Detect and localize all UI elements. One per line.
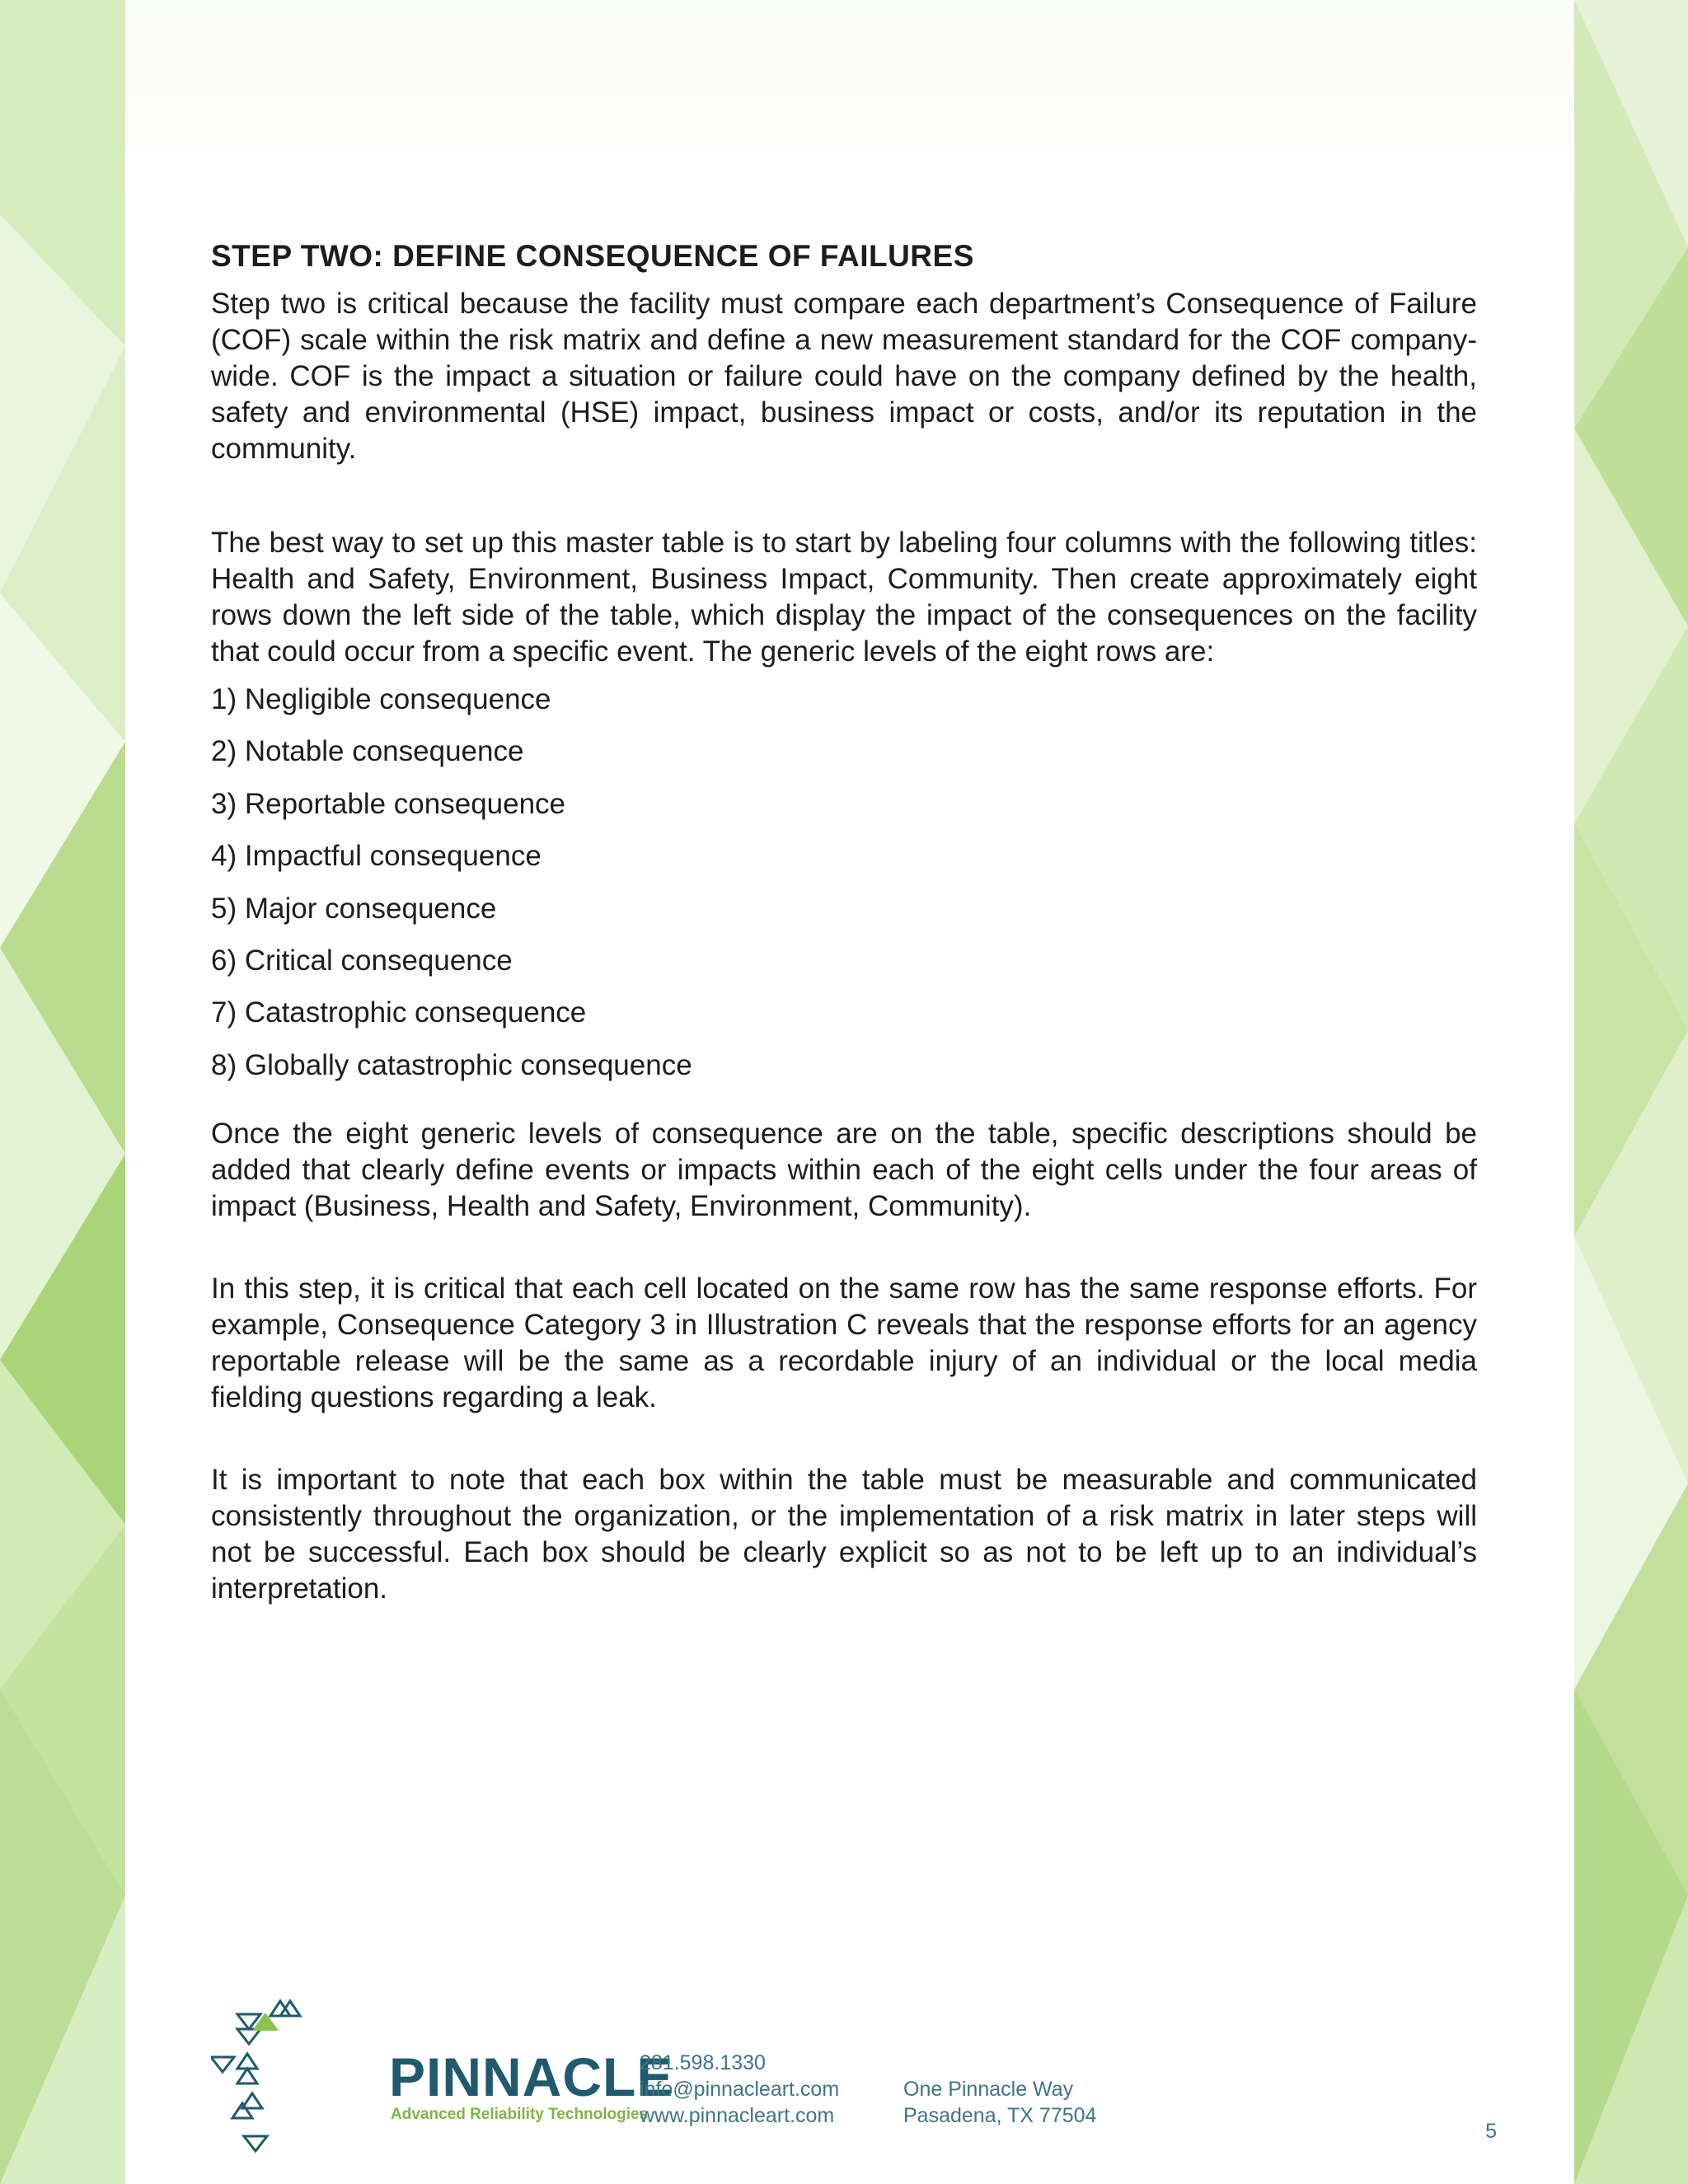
document-page bbox=[125, 0, 1574, 2184]
consequence-levels-list bbox=[211, 682, 1477, 1084]
brand-tagline: Advanced Reliability Technologies bbox=[391, 2106, 649, 2123]
paragraph-measurable: It is important to note that each box within the table must be measurable and communicated consistently throughout the organization, or the implementation of a risk matrix in later steps will not be successful. Each box should be clearly explicit so as not to be left up to an individual’s interpretation. bbox=[211, 1464, 1477, 1605]
list-item: 4) Impactful consequence bbox=[211, 840, 542, 873]
phone-number: 281.598.1330 bbox=[640, 2051, 766, 2074]
spacer bbox=[211, 1225, 1477, 1271]
section-heading: STEP TWO: DEFINE CONSEQUENCE OF FAILURES bbox=[211, 239, 974, 273]
list-item: 3) Reportable consequence bbox=[211, 787, 566, 820]
list-item: 5) Major consequence bbox=[211, 892, 497, 925]
spacer bbox=[211, 467, 1477, 525]
pinnacle-logo-icon bbox=[211, 1994, 343, 2159]
address-block bbox=[903, 2076, 1096, 2129]
brand-name: PINNACLE bbox=[389, 2046, 674, 2107]
website-link[interactable]: www.pinnacleart.com bbox=[640, 2104, 835, 2127]
list-item: 7) Catastrophic consequence bbox=[211, 996, 587, 1029]
page-number: 5 bbox=[1485, 2120, 1497, 2143]
article-body bbox=[211, 235, 1477, 1607]
contact-info bbox=[640, 2050, 839, 2129]
email-link[interactable]: info@pinnacleart.com bbox=[640, 2078, 840, 2101]
list-item: 2) Notable consequence bbox=[211, 735, 524, 768]
list-item: 6) Critical consequence bbox=[211, 944, 513, 977]
spacer bbox=[211, 1099, 1477, 1116]
spacer bbox=[211, 1416, 1477, 1462]
page-header-area bbox=[125, 0, 1574, 223]
address-line-2: Pasadena, TX 77504 bbox=[903, 2104, 1097, 2127]
paragraph-cof-intro: Step two is critical because the facility must compare each department’s Consequence of Failure (COF) scale within the risk matrix and define a new measurement standard for the COF company-wide. COF is the impact a situation or failure could have on the company defined by the health, safety and environmental (HSE) impact, business impact or costs, and/or its reputation in the community. bbox=[211, 288, 1477, 465]
address-line-1: One Pinnacle Way bbox=[903, 2078, 1074, 2101]
paragraph-master-table: The best way to set up this master table is to start by labeling four columns with the following titles: Health and Safety, Environment, Business Impact, Community. Then create approximately eight rows down the left side of the table, which display the impact of the consequences on the facility that could occur from a specific event. The generic levels of the eight rows are: bbox=[211, 527, 1477, 668]
page-footer bbox=[211, 1994, 1497, 2159]
paragraph-descriptions: Once the eight generic levels of consequence are on the table, specific descriptions should be added that clearly define events or impacts within each of the eight cells under the four areas of impact (Business, Health and Safety, Environment, Community). bbox=[211, 1118, 1477, 1223]
list-item: 1) Negligible consequence bbox=[211, 683, 551, 715]
list-item: 8) Globally catastrophic consequence bbox=[211, 1048, 692, 1081]
paragraph-response-efforts: In this step, it is critical that each cell located on the same row has the same response efforts. For example, Consequence Category 3 in Illustration C reveals that the response efforts for an agency reportable release will be the same as a recordable injury of an individual or the local media fielding questions regarding a leak. bbox=[211, 1272, 1477, 1414]
